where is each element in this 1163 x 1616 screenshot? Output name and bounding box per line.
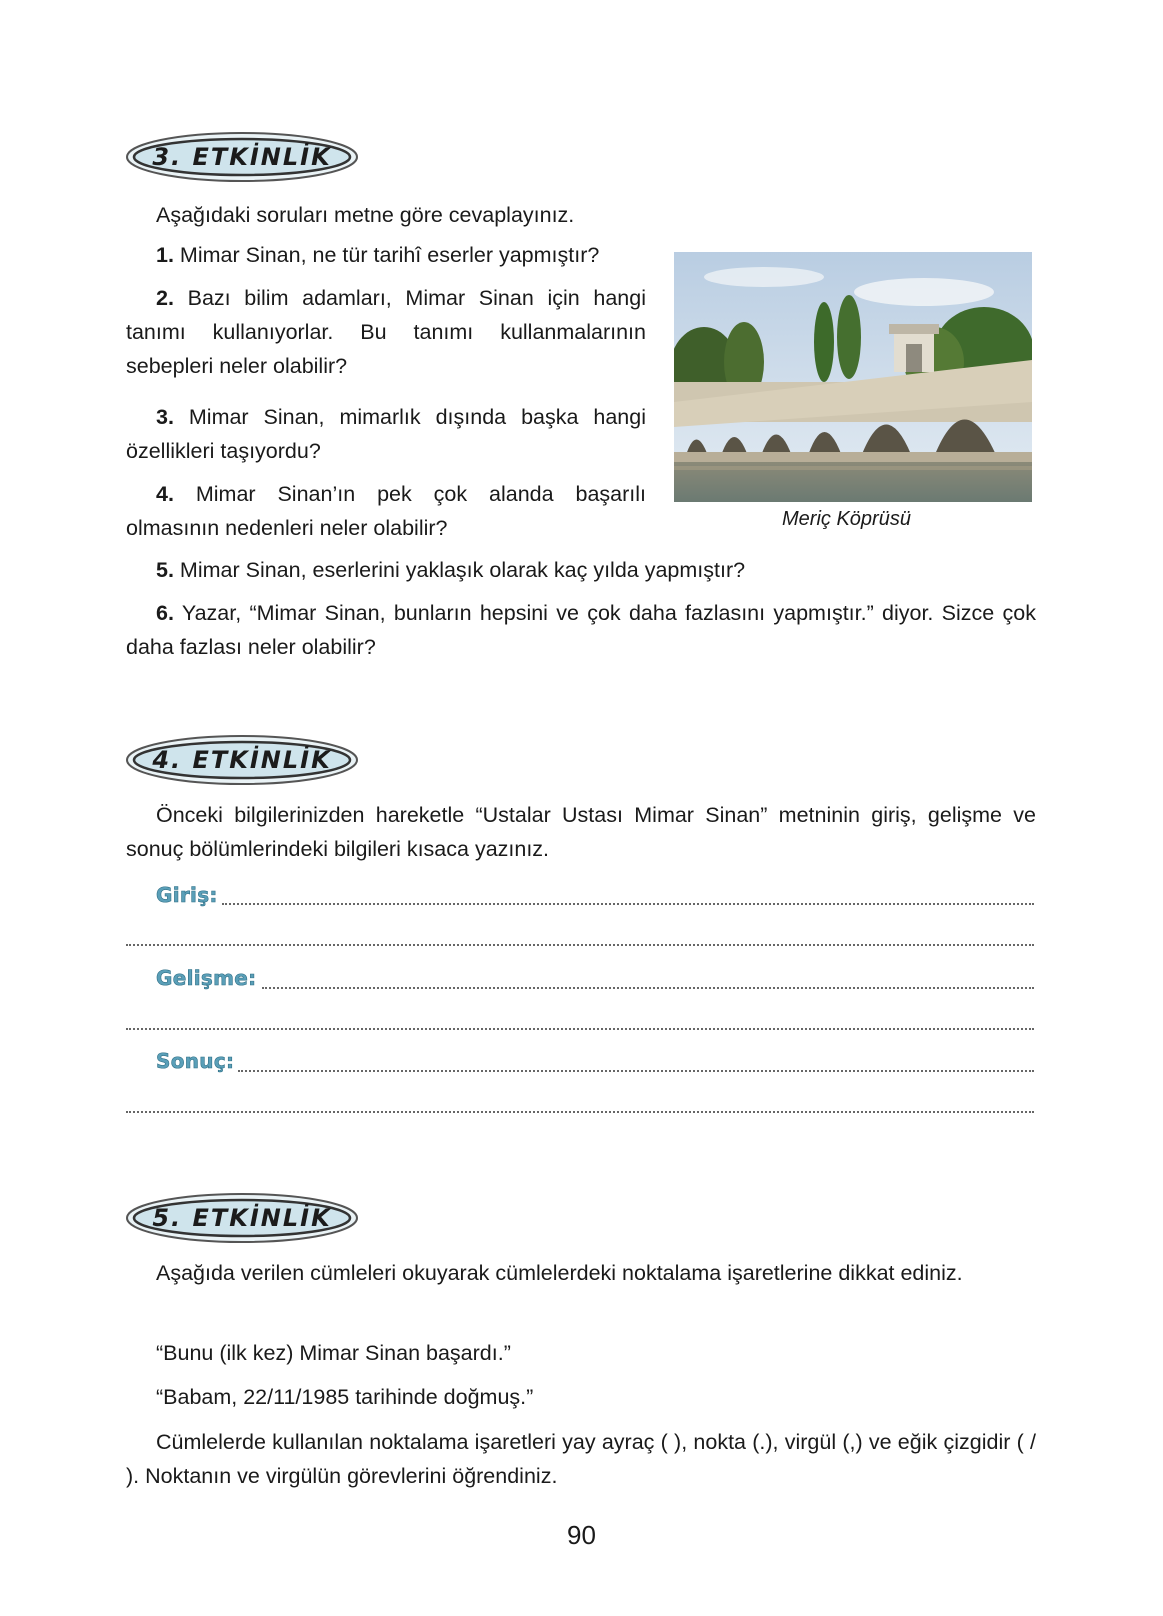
question-2 [126, 281, 646, 383]
photo-caption: Meriç Köprüsü [782, 508, 911, 530]
giris-label: Giriş: [156, 883, 218, 907]
activity-3-title: 3. ETKİNLİK [152, 143, 332, 171]
activity-4-badge [124, 733, 360, 787]
question-text: Mimar Sinan, mimarlık dışında başka hangi özellikleri taşıyordu? [126, 405, 646, 463]
question-6 [126, 596, 1036, 664]
question-text: Mimar Sinan, ne tür tarihî eserler yapmıştır? [173, 243, 600, 267]
gelisme-answer-line-2[interactable] [126, 1028, 1034, 1030]
question-text: Mimar Sinan, eserlerini yaklaşık olarak kaç yılda yapmıştır? [173, 558, 746, 582]
gelisme-label: Gelişme: [156, 966, 257, 990]
meric-bridge-photo [674, 252, 1032, 502]
question-number: 4. [156, 482, 174, 506]
question-text: Bazı bilim adamları, Mimar Sinan için hangi tanımı kullanıyorlar. Bu tanımı kullanmalarının sebepleri neler olabilir? [126, 286, 646, 378]
question-text: Yazar, “Mimar Sinan, bunların hepsini ve çok daha fazlasını yapmıştır.” diyor. Sizce çok daha fazlası neler olabilir? [126, 601, 1036, 659]
activity-3-intro: Aşağıdaki soruları metne göre cevaplayınız. [156, 203, 575, 227]
example-sentence-2: “Babam, 22/11/1985 tarihinde doğmuş.” [156, 1385, 534, 1409]
activity-5-explanation: Cümlelerde kullanılan noktalama işaretleri yay ayraç ( ), nokta (.), virgül (,) ve eğik çizgidir ( / ). Noktanın ve virgülün görevlerini öğrendiniz. [126, 1430, 1036, 1488]
activity-4-title: 4. ETKİNLİK [152, 746, 332, 774]
question-number: 3. [156, 405, 174, 429]
sonuc-answer-line[interactable] [238, 1070, 1034, 1072]
question-5 [126, 553, 1036, 587]
question-4 [126, 477, 646, 545]
giris-answer-line-2[interactable] [126, 944, 1034, 946]
sonuc-answer-line-2[interactable] [126, 1111, 1034, 1113]
activity-3-badge [124, 130, 360, 184]
activity-4-intro: Önceki bilgilerinizden hareketle “Ustalar Ustası Mimar Sinan” metninin giriş, gelişme ve sonuç bölümlerindeki bilgileri kısaca yazınız. [126, 803, 1036, 861]
question-number: 1. [156, 243, 174, 267]
question-number: 6. [156, 601, 174, 625]
question-1 [126, 238, 646, 272]
activity-5-badge [124, 1191, 360, 1245]
question-number: 2. [156, 286, 174, 310]
question-text: Mimar Sinan’ın pek çok alanda başarılı olmasının nedenleri neler olabilir? [126, 482, 646, 540]
question-3 [126, 400, 646, 468]
gelisme-answer-line[interactable] [262, 987, 1034, 989]
question-number: 5. [156, 558, 174, 582]
activity-5-intro: Aşağıda verilen cümleleri okuyarak cümlelerdeki noktalama işaretlerine dikkat ediniz. [156, 1261, 963, 1285]
activity-5-title: 5. ETKİNLİK [152, 1204, 332, 1232]
sonuc-label: Sonuç: [156, 1049, 235, 1073]
example-sentence-1: “Bunu (ilk kez) Mimar Sinan başardı.” [156, 1341, 511, 1365]
page-number: 90 [567, 1520, 596, 1550]
giris-answer-line[interactable] [222, 903, 1034, 905]
